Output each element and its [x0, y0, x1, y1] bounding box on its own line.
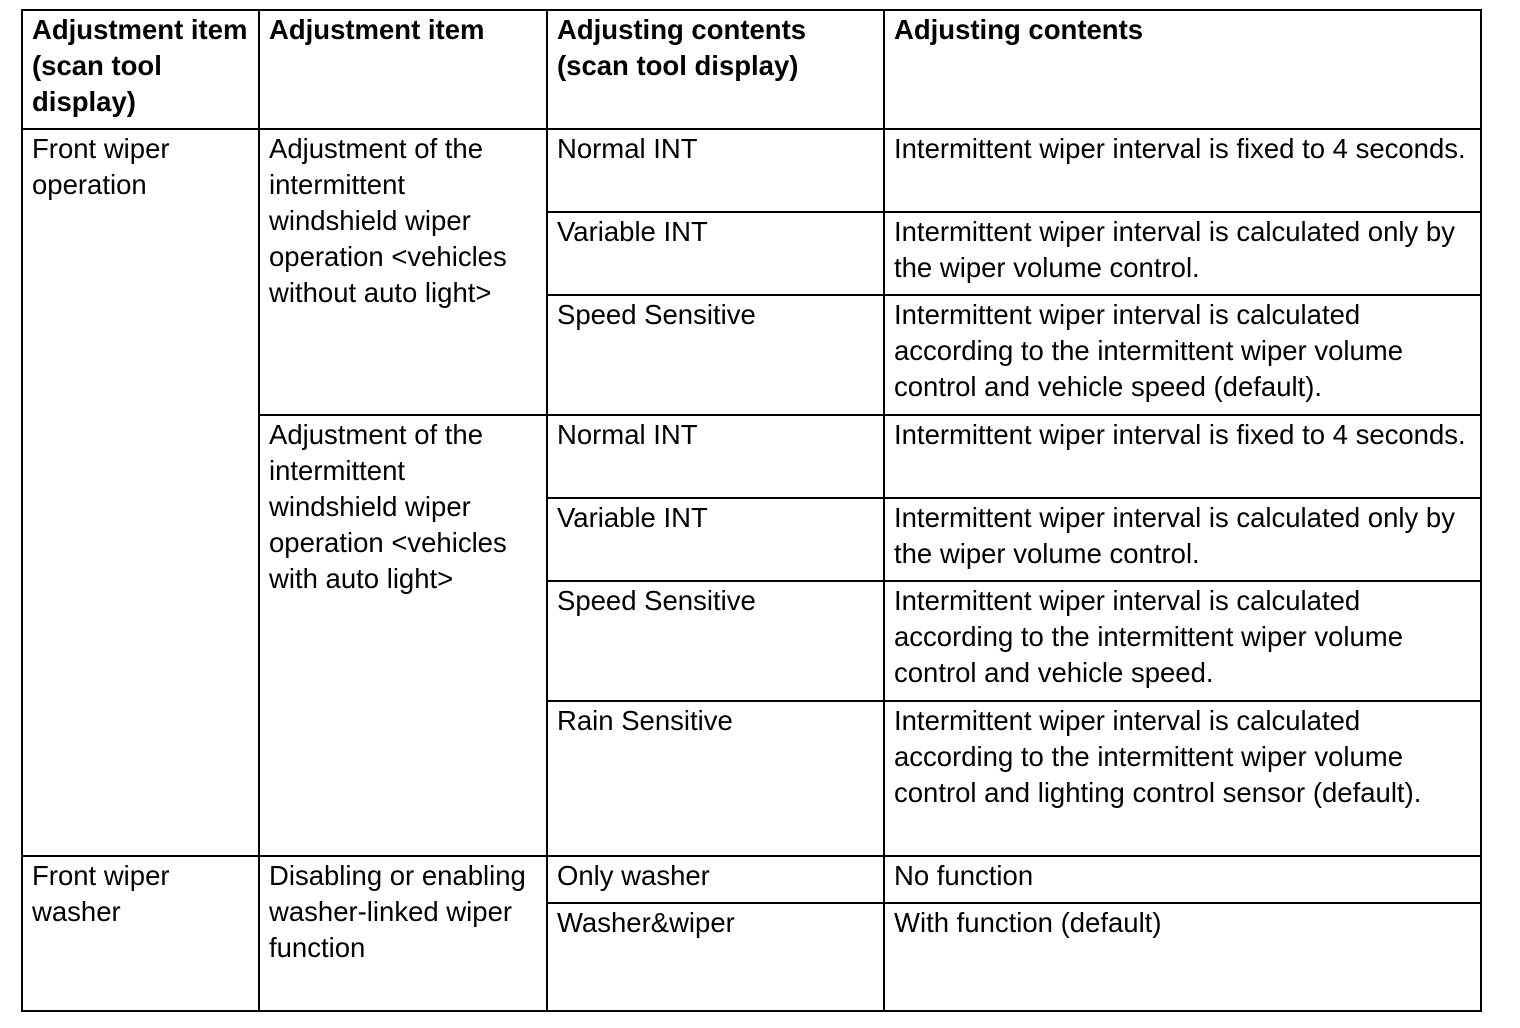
description-cell: Intermittent wiper interval is fixed to 4 seconds. [884, 415, 1481, 498]
item-cell: Adjustment of the intermittent windshield wiper operation <vehicles with auto light> [259, 415, 547, 856]
header-adjusting-contents-scan-tool-display: Adjusting contents (scan tool display) [547, 10, 884, 129]
description-cell: Intermittent wiper interval is calculated according to the intermittent wiper volume control and vehicle speed (default). [884, 295, 1481, 415]
item-display-cell: Front wiper washer [22, 856, 259, 1011]
description-cell: Intermittent wiper interval is calculated according to the intermittent wiper volume control and lighting control sensor (default). [884, 701, 1481, 856]
description-cell: Intermittent wiper interval is fixed to 4 seconds. [884, 129, 1481, 212]
item-display-cell: Front wiper operation [22, 129, 259, 856]
setting-cell: Variable INT [547, 212, 884, 295]
description-cell: Intermittent wiper interval is calculated according to the intermittent wiper volume control and vehicle speed. [884, 581, 1481, 701]
table-row [22, 856, 1481, 903]
setting-cell: Speed Sensitive [547, 295, 884, 415]
header-adjustment-item: Adjustment item [259, 10, 547, 129]
item-cell: Adjustment of the intermittent windshield wiper operation <vehicles without auto light> [259, 129, 547, 415]
table-row [22, 129, 1481, 212]
item-cell: Disabling or enabling washer-linked wiper function [259, 856, 547, 1011]
table-header-row [22, 10, 1481, 129]
adjustment-table [21, 9, 1482, 1012]
setting-cell: Speed Sensitive [547, 581, 884, 701]
setting-cell: Rain Sensitive [547, 701, 884, 856]
setting-cell: Washer&wiper [547, 903, 884, 1011]
setting-cell: Only washer [547, 856, 884, 903]
header-adjusting-contents: Adjusting contents [884, 10, 1481, 129]
header-adjustment-item-scan-tool-display: Adjustment item (scan tool display) [22, 10, 259, 129]
setting-cell: Normal INT [547, 129, 884, 212]
description-cell: No function [884, 856, 1481, 903]
setting-cell: Normal INT [547, 415, 884, 498]
description-cell: Intermittent wiper interval is calculated only by the wiper volume control. [884, 212, 1481, 295]
description-cell: Intermittent wiper interval is calculated only by the wiper volume control. [884, 498, 1481, 581]
setting-cell: Variable INT [547, 498, 884, 581]
description-cell: With function (default) [884, 903, 1481, 1011]
